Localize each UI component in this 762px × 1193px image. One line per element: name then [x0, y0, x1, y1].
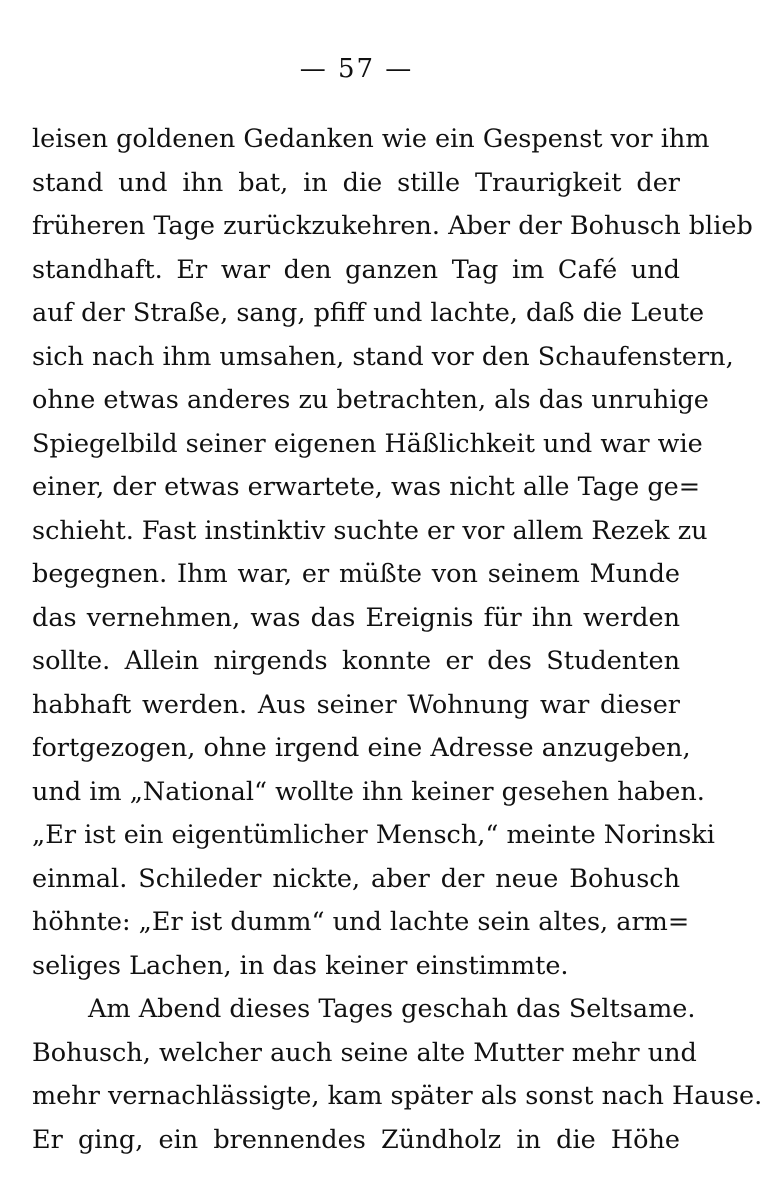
paragraph-1 [32, 118, 753, 988]
text-line: früheren Tage zurückzukehren. Aber der Bohusch blieb [32, 211, 753, 241]
text-line: einmal. Schileder nickte, aber der neue Bohusch [32, 863, 680, 894]
text-line: schieht. Fast instinktiv suchte er vor allem Rezek zu [32, 515, 708, 546]
text-line: „Er ist ein eigentümlicher Mensch,“ meinte Norinski [32, 820, 715, 850]
text-line: sich nach ihm umsahen, stand vor den Schaufenstern, [32, 341, 734, 372]
text-line: sollte. Allein nirgends konnte er des Studenten [32, 646, 680, 676]
text-line: das vernehmen, was das Ereignis für ihn werden [32, 602, 680, 633]
text-line: mehr vernachlässigte, kam später als sonst nach Hause. [32, 1081, 762, 1111]
text-line: einer, der etwas erwartete, was nicht alle Tage ge= [32, 472, 701, 502]
text-line: seliges Lachen, in das keiner einstimmte. [32, 950, 569, 981]
text-line: und im „National“ wollte ihn keiner gesehen haben. [32, 776, 705, 807]
text-line: begegnen. Ihm war, er müßte von seinem Munde [32, 559, 680, 589]
paragraph-2 [32, 988, 762, 1162]
text-line: leisen goldenen Gedanken wie ein Gespenst vor ihm [32, 124, 710, 154]
page-number: — 57 — [299, 54, 414, 84]
text-line: fortgezogen, ohne irgend eine Adresse anzugeben, [32, 733, 691, 763]
text-line: Bohusch, welcher auch seine alte Mutter mehr und [32, 1037, 697, 1068]
text-body [32, 118, 762, 1162]
text-line: Spiegelbild seiner eigenen Häßlichkeit und war wie [32, 428, 703, 459]
text-line: stand und ihn bat, in die stille Traurigkeit der [32, 167, 680, 198]
text-line: höhnte: „Er ist dumm“ und lachte sein altes, arm= [32, 907, 690, 937]
text-line: Er ging, ein brennendes Zündholz in die Höhe [32, 1124, 680, 1155]
text-line: standhaft. Er war den ganzen Tag im Café und [32, 254, 680, 285]
text-line: auf der Straße, sang, pfiff und lachte, daß die Leute [32, 298, 705, 328]
text-line: habhaft werden. Aus seiner Wohnung war dieser [32, 689, 680, 720]
text-line: ohne etwas anderes zu betrachten, als das unruhige [32, 385, 709, 415]
text-line: Am Abend dieses Tages geschah das Seltsame. [88, 994, 696, 1024]
